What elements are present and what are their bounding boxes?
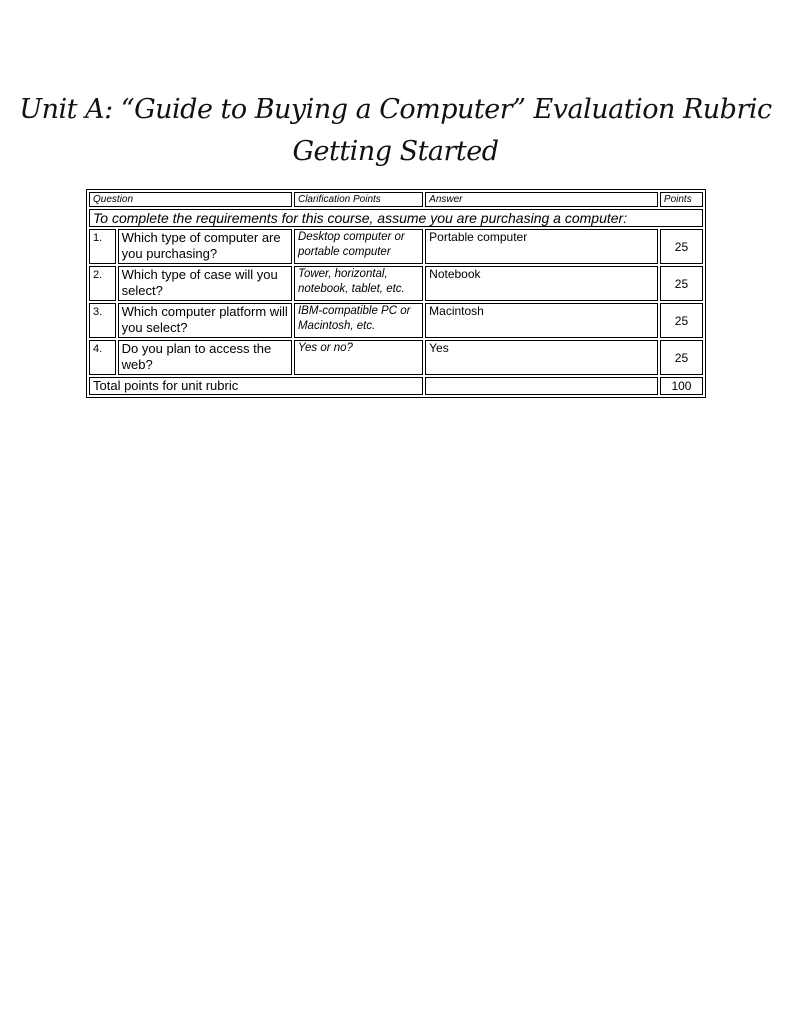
row-points: 25 <box>660 266 703 301</box>
row-points: 25 <box>660 340 703 375</box>
row-points: 25 <box>660 303 703 338</box>
row-answer: Yes <box>425 340 658 375</box>
row-clarification: Desktop computer or portable computer <box>294 229 423 264</box>
row-question: Do you plan to access the web? <box>118 340 292 375</box>
header-points: Points <box>660 192 703 207</box>
document-subtitle: Getting Started <box>292 136 499 167</box>
header-question: Question <box>89 192 292 207</box>
row-answer: Portable computer <box>425 229 658 264</box>
row-clarification: IBM-compatible PC or Macintosh, etc. <box>294 303 423 338</box>
row-number: 1. <box>89 229 116 264</box>
header-answer: Answer <box>425 192 658 207</box>
header-clarification: Clarification Points <box>294 192 423 207</box>
row-number: 2. <box>89 266 116 301</box>
total-points: 100 <box>660 377 703 395</box>
row-points: 25 <box>660 229 703 264</box>
row-answer: Notebook <box>425 266 658 301</box>
total-answer <box>425 377 658 395</box>
total-row <box>89 377 703 395</box>
table-row <box>89 303 703 338</box>
row-clarification: Yes or no? <box>294 340 423 375</box>
section-row <box>89 209 703 227</box>
row-number: 3. <box>89 303 116 338</box>
table-row <box>89 340 703 375</box>
table-header-row <box>89 192 703 207</box>
row-clarification: Tower, horizontal, notebook, tablet, etc. <box>294 266 423 301</box>
table-row <box>89 266 703 301</box>
row-question: Which computer platform will you select? <box>118 303 292 338</box>
total-label: Total points for unit rubric <box>89 377 423 395</box>
table-row <box>89 229 703 264</box>
row-question: Which type of case will you select? <box>118 266 292 301</box>
rubric-table <box>86 189 706 398</box>
row-question: Which type of computer are you purchasing? <box>118 229 292 264</box>
row-answer: Macintosh <box>425 303 658 338</box>
row-number: 4. <box>89 340 116 375</box>
document-title: Unit A: “Guide to Buying a Computer” Evaluation Rubric <box>19 94 772 125</box>
section-heading: To complete the requirements for this course, assume you are purchasing a computer: <box>89 209 703 227</box>
